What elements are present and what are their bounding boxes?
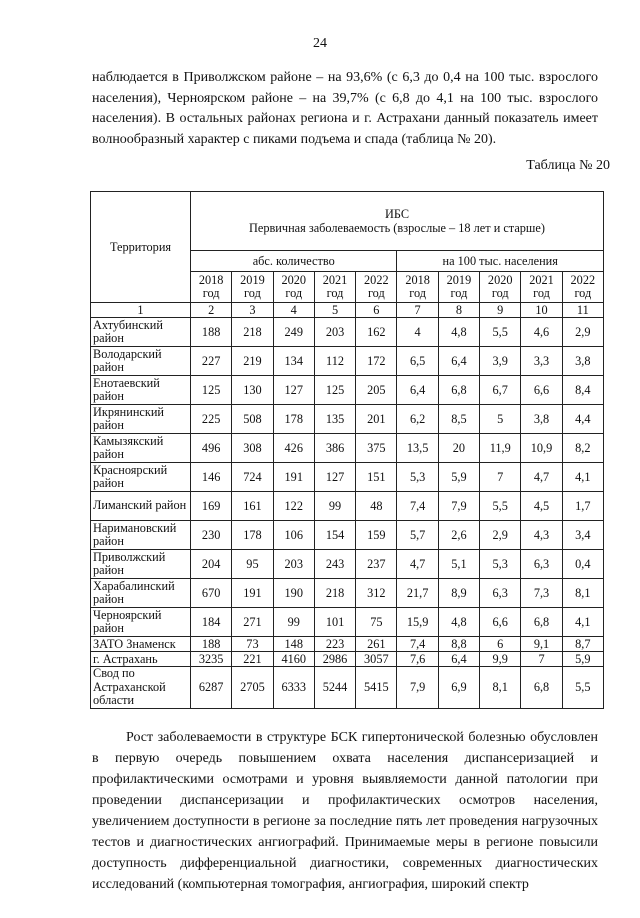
- rate-value-cell: 1,7: [562, 492, 603, 521]
- intro-paragraph: наблюдается в Приволжском районе – на 93,6% (с 6,3 до 0,4 на 100 тыс. взрослого населения), Черноярском районе – на 39,7% (с 6,8 до 4,1 на 100 тыс. взрослого населения). В остальных районах региона и г. Астрахани данный показатель имеет волнообразный характер с пиками подъема и спада (таблица № 20).: [92, 70, 598, 147]
- rate-value-cell: 9,1: [521, 637, 562, 652]
- rate-value-cell: 7,9: [438, 492, 479, 521]
- table-row: [91, 521, 604, 550]
- rate-value-cell: 6,8: [438, 376, 479, 405]
- column-index-cell: 9: [480, 303, 521, 318]
- abs-value-cell: 271: [232, 608, 273, 637]
- rate-value-cell: 10,9: [521, 434, 562, 463]
- rate-value-cell: 4,3: [521, 521, 562, 550]
- abs-value-cell: 122: [273, 492, 314, 521]
- territory-name: Харабалинский район: [91, 579, 191, 608]
- abs-value-cell: 308: [232, 434, 273, 463]
- territory-name: Черноярский район: [91, 608, 191, 637]
- abs-value-cell: 146: [191, 463, 232, 492]
- abs-value-cell: 101: [314, 608, 355, 637]
- abs-value-cell: 204: [191, 550, 232, 579]
- abs-value-cell: 227: [191, 347, 232, 376]
- rate-value-cell: 4,6: [521, 318, 562, 347]
- table-title: ИБС: [384, 207, 410, 221]
- abs-value-cell: 261: [356, 637, 397, 652]
- abs-value-cell: 73: [232, 637, 273, 652]
- territory-header: Территория: [91, 192, 191, 303]
- rate-value-cell: 6,3: [480, 579, 521, 608]
- abs-value-cell: 172: [356, 347, 397, 376]
- rate-value-cell: 20: [438, 434, 479, 463]
- rate-value-cell: 9,9: [480, 652, 521, 667]
- table-row: [91, 652, 604, 667]
- abs-value-cell: 724: [232, 463, 273, 492]
- abs-value-cell: 201: [356, 405, 397, 434]
- column-index-row: [91, 303, 604, 318]
- abs-value-cell: 426: [273, 434, 314, 463]
- rate-value-cell: 5,1: [438, 550, 479, 579]
- year-header: 2022 год: [562, 272, 603, 303]
- year-header: 2019 год: [438, 272, 479, 303]
- abs-value-cell: 154: [314, 521, 355, 550]
- territory-name: Камызякский район: [91, 434, 191, 463]
- abs-value-cell: 48: [356, 492, 397, 521]
- group-rate-header: на 100 тыс. населения: [397, 251, 604, 272]
- abs-value-cell: 169: [191, 492, 232, 521]
- rate-value-cell: 5,3: [397, 463, 438, 492]
- abs-value-cell: 148: [273, 637, 314, 652]
- abs-value-cell: 6287: [191, 667, 232, 709]
- abs-value-cell: 2705: [232, 667, 273, 709]
- territory-name: г. Астрахань: [91, 652, 191, 667]
- rate-value-cell: 4,8: [438, 318, 479, 347]
- year-header: 2020 год: [480, 272, 521, 303]
- abs-value-cell: 127: [314, 463, 355, 492]
- territory-name: Приволжский район: [91, 550, 191, 579]
- rate-value-cell: 7,4: [397, 492, 438, 521]
- abs-value-cell: 219: [232, 347, 273, 376]
- rate-value-cell: 8,1: [480, 667, 521, 709]
- rate-value-cell: 4,7: [521, 463, 562, 492]
- abs-value-cell: 125: [191, 376, 232, 405]
- rate-value-cell: 7,4: [397, 637, 438, 652]
- rate-value-cell: 7,6: [397, 652, 438, 667]
- territory-name: Лиманский район: [91, 492, 191, 521]
- column-index-cell: 10: [521, 303, 562, 318]
- year-header: 2021 год: [521, 272, 562, 303]
- table-title-cell: [191, 192, 604, 251]
- territory-name: Икрянинский район: [91, 405, 191, 434]
- rate-value-cell: 2,9: [480, 521, 521, 550]
- rate-value-cell: 5,7: [397, 521, 438, 550]
- abs-value-cell: 223: [314, 637, 355, 652]
- table-row: [91, 405, 604, 434]
- rate-value-cell: 6: [480, 637, 521, 652]
- rate-value-cell: 6,2: [397, 405, 438, 434]
- rate-value-cell: 6,8: [521, 608, 562, 637]
- abs-value-cell: 375: [356, 434, 397, 463]
- abs-value-cell: 3057: [356, 652, 397, 667]
- rate-value-cell: 8,4: [562, 376, 603, 405]
- table-row: [91, 550, 604, 579]
- abs-value-cell: 112: [314, 347, 355, 376]
- abs-value-cell: 218: [314, 579, 355, 608]
- abs-value-cell: 6333: [273, 667, 314, 709]
- table-row: [91, 347, 604, 376]
- abs-value-cell: 130: [232, 376, 273, 405]
- rate-value-cell: 3,4: [562, 521, 603, 550]
- rate-value-cell: 8,9: [438, 579, 479, 608]
- rate-value-cell: 6,3: [521, 550, 562, 579]
- abs-value-cell: 134: [273, 347, 314, 376]
- abs-value-cell: 188: [191, 318, 232, 347]
- column-index-cell: 8: [438, 303, 479, 318]
- abs-value-cell: 162: [356, 318, 397, 347]
- rate-value-cell: 0,4: [562, 550, 603, 579]
- incidence-table: [90, 191, 604, 709]
- column-index-cell: 2: [191, 303, 232, 318]
- abs-value-cell: 125: [314, 376, 355, 405]
- abs-value-cell: 386: [314, 434, 355, 463]
- abs-value-cell: 5415: [356, 667, 397, 709]
- territory-name: Свод по Астраханской области: [91, 667, 191, 709]
- rate-value-cell: 5,5: [480, 318, 521, 347]
- territory-name: Ахтубинский район: [91, 318, 191, 347]
- rate-value-cell: 5,9: [438, 463, 479, 492]
- rate-value-cell: 7: [480, 463, 521, 492]
- table-row: [91, 434, 604, 463]
- table-body: [91, 318, 604, 709]
- rate-value-cell: 3,8: [521, 405, 562, 434]
- group-abs-header: абс. количество: [191, 251, 397, 272]
- column-index-cell: 5: [314, 303, 355, 318]
- territory-name: Володарский район: [91, 347, 191, 376]
- abs-value-cell: 99: [314, 492, 355, 521]
- territory-name: Наримановский район: [91, 521, 191, 550]
- table-row: [91, 608, 604, 637]
- rate-value-cell: 5,3: [480, 550, 521, 579]
- abs-value-cell: 75: [356, 608, 397, 637]
- abs-value-cell: 237: [356, 550, 397, 579]
- abs-value-cell: 203: [273, 550, 314, 579]
- abs-value-cell: 4160: [273, 652, 314, 667]
- abs-value-cell: 135: [314, 405, 355, 434]
- column-index-cell: 7: [397, 303, 438, 318]
- rate-value-cell: 4,5: [521, 492, 562, 521]
- rate-value-cell: 6,8: [521, 667, 562, 709]
- year-header: 2018 год: [397, 272, 438, 303]
- outro-paragraph: Рост заболеваемости в структуре БСК гипертонической болезнью обусловлен в первую очередь повышением охвата населения диспансеризацией и профилактическими осмотрами и уровня выявляемости данной патологии при проведении диспансеризации и профилактических осмотров населения, увеличением доступности в регионе за последние пять лет проведения нагрузочных тестов и диагностических ангиографий. Принимаемые меры в регионе повысили доступность дифференциальной диагностики, современных диагностических исследований (компьютерная томография, ангиография, широкий спектр: [92, 730, 598, 892]
- rate-value-cell: 8,1: [562, 579, 603, 608]
- rate-value-cell: 3,9: [480, 347, 521, 376]
- year-header: 2019 год: [232, 272, 273, 303]
- territory-name: ЗАТО Знаменск: [91, 637, 191, 652]
- table-subtitle: Первичная заболеваемость (взрослые – 18 лет и старше): [249, 221, 545, 235]
- rate-value-cell: 6,5: [397, 347, 438, 376]
- year-header: 2018 год: [191, 272, 232, 303]
- rate-value-cell: 6,9: [438, 667, 479, 709]
- rate-value-cell: 4: [397, 318, 438, 347]
- rate-value-cell: 6,6: [480, 608, 521, 637]
- abs-value-cell: 95: [232, 550, 273, 579]
- abs-value-cell: 99: [273, 608, 314, 637]
- abs-value-cell: 127: [273, 376, 314, 405]
- rate-value-cell: 4,8: [438, 608, 479, 637]
- rate-value-cell: 7: [521, 652, 562, 667]
- abs-value-cell: 221: [232, 652, 273, 667]
- rate-value-cell: 6,4: [438, 347, 479, 376]
- rate-value-cell: 5,5: [480, 492, 521, 521]
- rate-value-cell: 11,9: [480, 434, 521, 463]
- rate-value-cell: 8,7: [562, 637, 603, 652]
- abs-value-cell: 161: [232, 492, 273, 521]
- abs-value-cell: 312: [356, 579, 397, 608]
- rate-value-cell: 6,4: [438, 652, 479, 667]
- rate-value-cell: 3,8: [562, 347, 603, 376]
- abs-value-cell: 184: [191, 608, 232, 637]
- abs-value-cell: 508: [232, 405, 273, 434]
- abs-value-cell: 191: [232, 579, 273, 608]
- table-caption: Таблица № 20: [526, 158, 610, 173]
- abs-value-cell: 3235: [191, 652, 232, 667]
- rate-value-cell: 7,3: [521, 579, 562, 608]
- rate-value-cell: 4,1: [562, 463, 603, 492]
- column-index-cell: 3: [232, 303, 273, 318]
- abs-value-cell: 5244: [314, 667, 355, 709]
- table-row: [91, 318, 604, 347]
- rate-value-cell: 3,3: [521, 347, 562, 376]
- rate-value-cell: 8,2: [562, 434, 603, 463]
- year-header: 2020 год: [273, 272, 314, 303]
- abs-value-cell: 151: [356, 463, 397, 492]
- table-row: [91, 637, 604, 652]
- rate-value-cell: 5,9: [562, 652, 603, 667]
- page-number: 24: [313, 36, 327, 51]
- rate-value-cell: 21,7: [397, 579, 438, 608]
- column-index-cell: 1: [91, 303, 191, 318]
- abs-value-cell: 203: [314, 318, 355, 347]
- rate-value-cell: 6,7: [480, 376, 521, 405]
- rate-value-cell: 5: [480, 405, 521, 434]
- territory-name: Енотаевский район: [91, 376, 191, 405]
- abs-value-cell: 496: [191, 434, 232, 463]
- abs-value-cell: 188: [191, 637, 232, 652]
- rate-value-cell: 13,5: [397, 434, 438, 463]
- abs-value-cell: 190: [273, 579, 314, 608]
- rate-value-cell: 7,9: [397, 667, 438, 709]
- table-row: [91, 376, 604, 405]
- abs-value-cell: 225: [191, 405, 232, 434]
- abs-value-cell: 178: [232, 521, 273, 550]
- year-header: 2022 год: [356, 272, 397, 303]
- abs-value-cell: 191: [273, 463, 314, 492]
- table-row: [91, 492, 604, 521]
- abs-value-cell: 2986: [314, 652, 355, 667]
- abs-value-cell: 243: [314, 550, 355, 579]
- abs-value-cell: 230: [191, 521, 232, 550]
- rate-value-cell: 2,6: [438, 521, 479, 550]
- abs-value-cell: 106: [273, 521, 314, 550]
- rate-value-cell: 5,5: [562, 667, 603, 709]
- table-row: [91, 579, 604, 608]
- column-index-cell: 4: [273, 303, 314, 318]
- abs-value-cell: 178: [273, 405, 314, 434]
- territory-name: Красноярский район: [91, 463, 191, 492]
- column-index-cell: 6: [356, 303, 397, 318]
- year-header: 2021 год: [314, 272, 355, 303]
- rate-value-cell: 8,5: [438, 405, 479, 434]
- column-index-cell: 11: [562, 303, 603, 318]
- rate-value-cell: 4,4: [562, 405, 603, 434]
- abs-value-cell: 159: [356, 521, 397, 550]
- rate-value-cell: 4,7: [397, 550, 438, 579]
- table-row: [91, 463, 604, 492]
- abs-value-cell: 205: [356, 376, 397, 405]
- rate-value-cell: 8,8: [438, 637, 479, 652]
- abs-value-cell: 670: [191, 579, 232, 608]
- rate-value-cell: 15,9: [397, 608, 438, 637]
- rate-value-cell: 4,1: [562, 608, 603, 637]
- abs-value-cell: 218: [232, 318, 273, 347]
- rate-value-cell: 6,4: [397, 376, 438, 405]
- abs-value-cell: 249: [273, 318, 314, 347]
- rate-value-cell: 6,6: [521, 376, 562, 405]
- rate-value-cell: 2,9: [562, 318, 603, 347]
- table-row: [91, 667, 604, 709]
